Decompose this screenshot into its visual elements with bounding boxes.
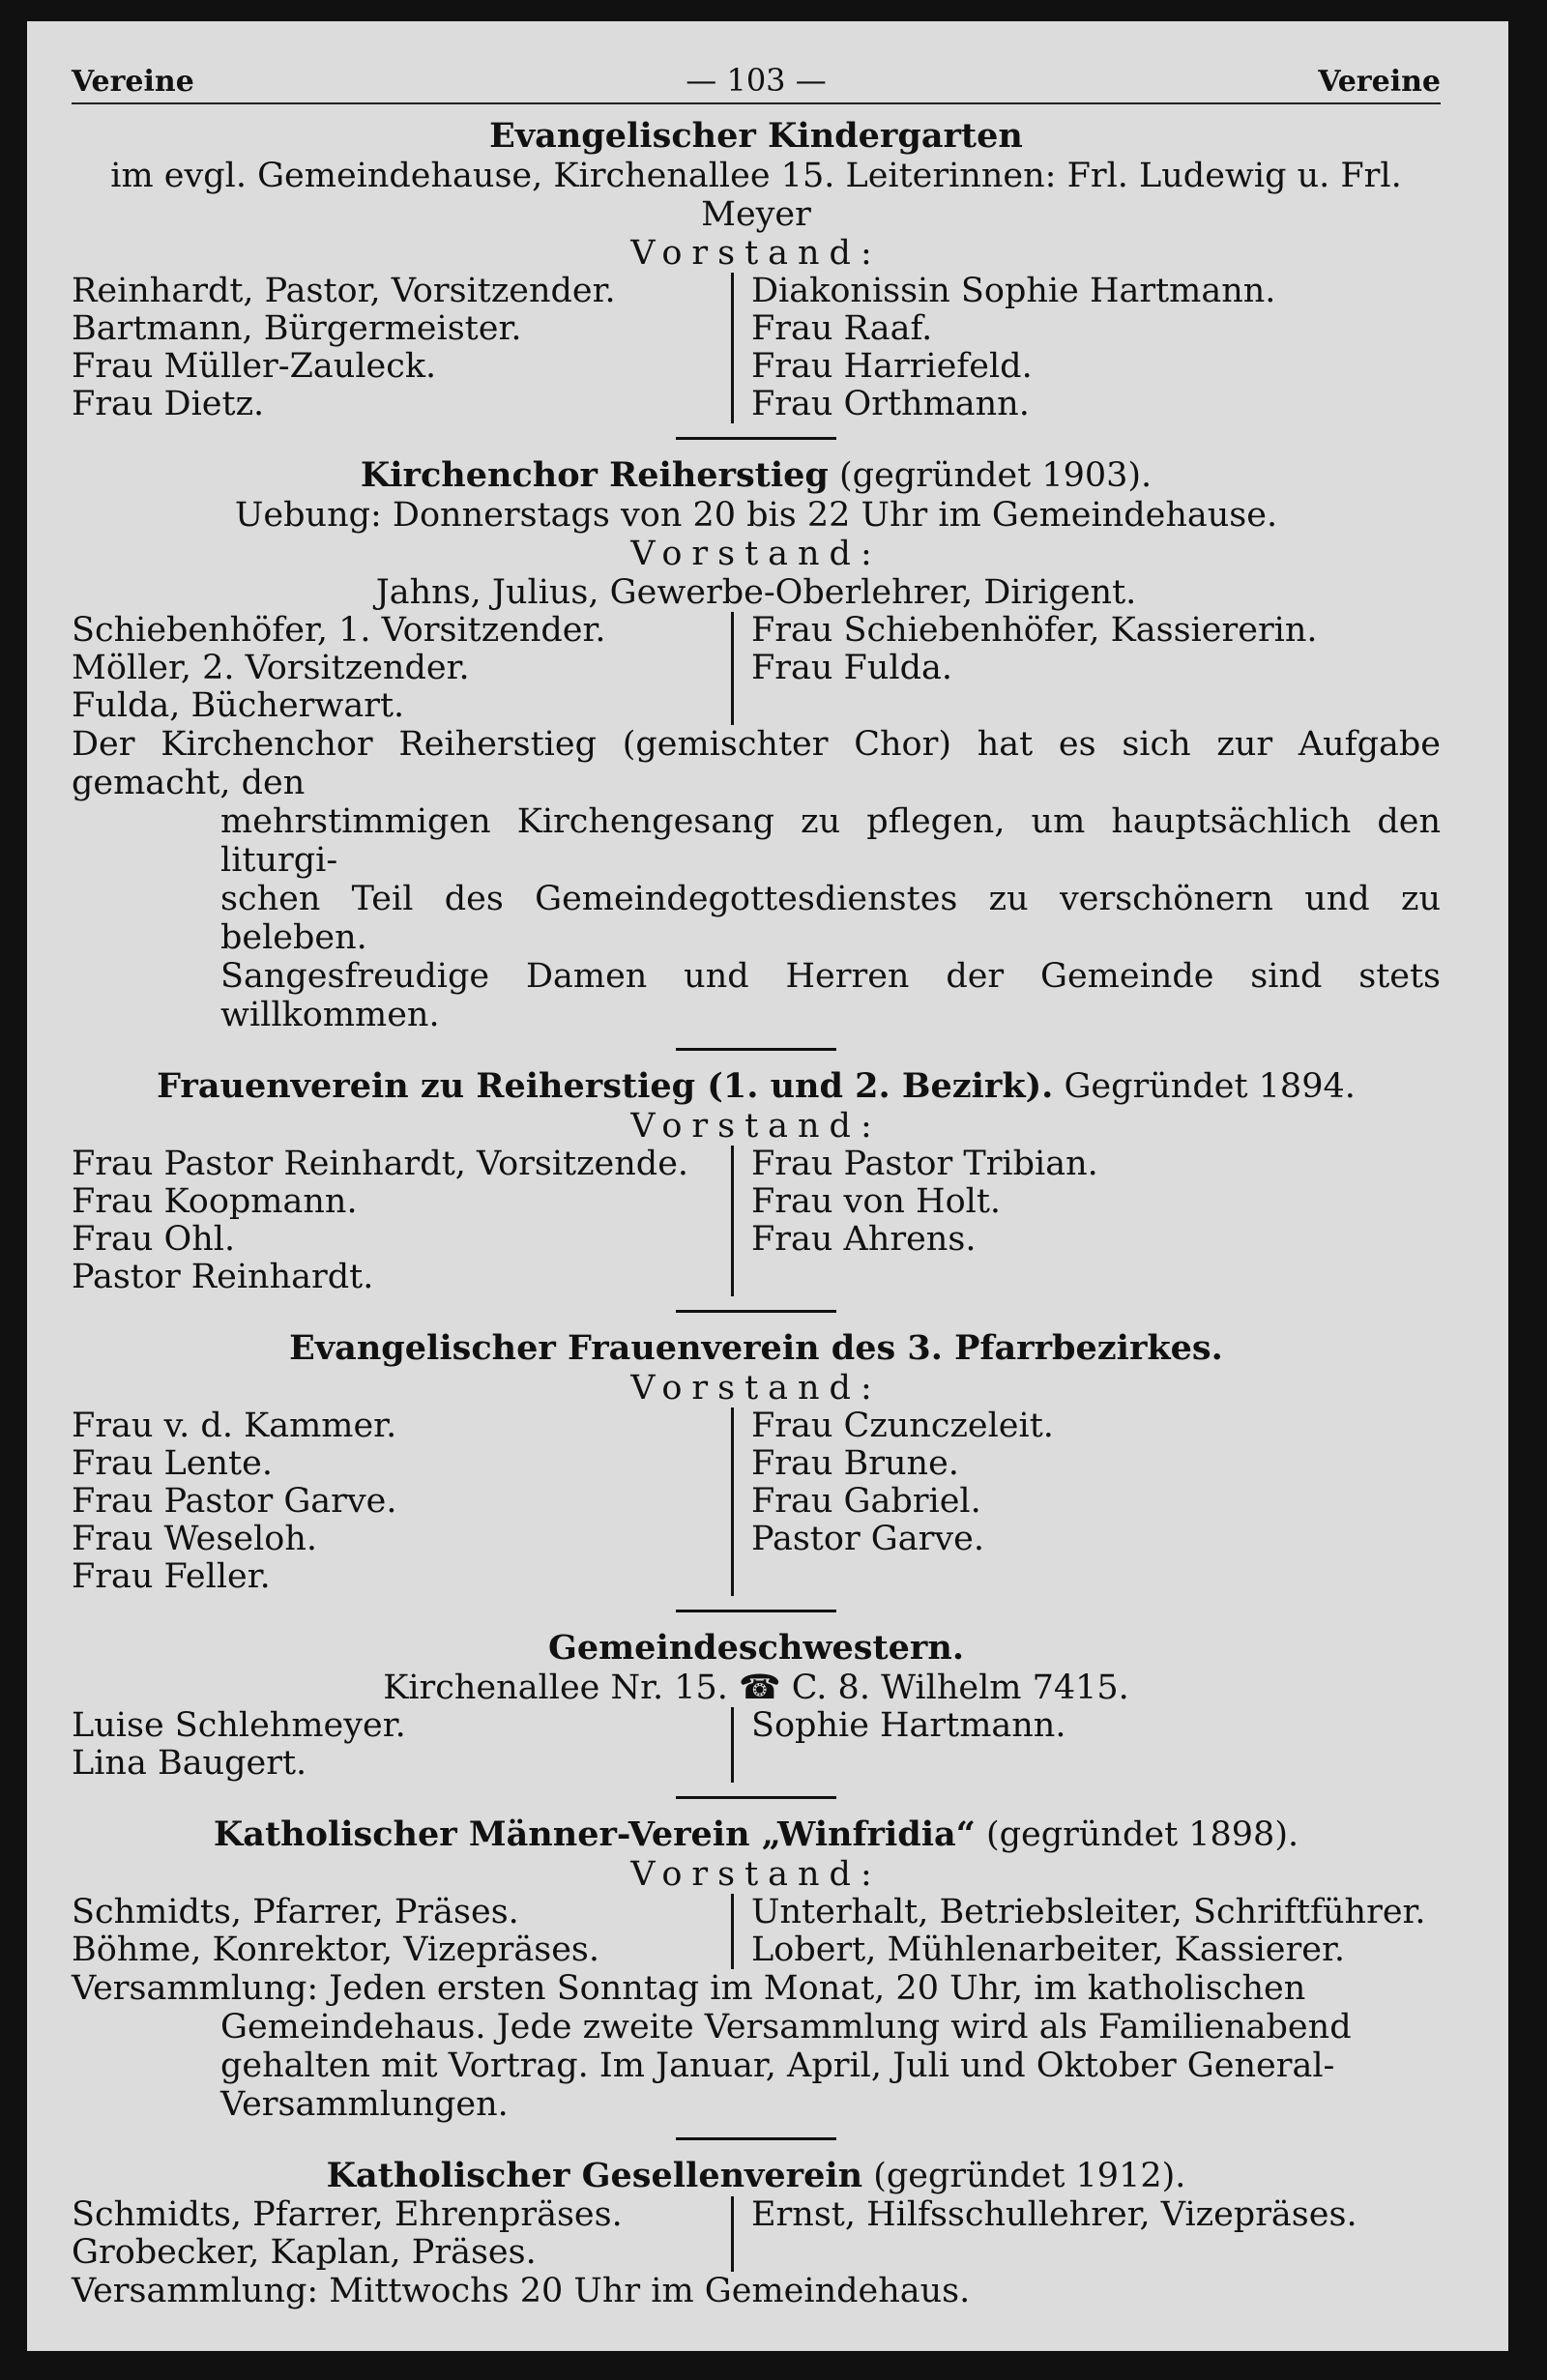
right-column: [731, 2196, 1441, 2272]
section-title: Katholischer Gesellenverein (gegründet 1912).: [326, 2156, 1186, 2195]
vorstand-heading: Vorstand:: [630, 1369, 882, 1408]
left-column: [72, 2196, 731, 2272]
member: Frau Ahrens.: [751, 1220, 977, 1259]
section-kirchenchor: [72, 455, 1441, 1034]
section-frauenverein-3: [72, 1328, 1441, 1596]
member-columns: [72, 273, 1441, 423]
header-left: Vereine: [72, 65, 194, 99]
vorstand-heading: Vorstand:: [630, 1855, 882, 1894]
section-divider: [676, 2137, 836, 2140]
member: Frau Fulda.: [751, 649, 952, 687]
member: Frau Pastor Tribian.: [751, 1145, 1098, 1183]
left-column: [72, 1894, 731, 1969]
director-line: Jahns, Julius, Gewerbe-Oberlehrer, Dirigent.: [375, 573, 1137, 612]
section-divider: [676, 1048, 836, 1051]
right-column: [731, 1894, 1441, 1969]
member: Sophie Hartmann.: [751, 1706, 1066, 1745]
member: Ernst, Hilfsschullehrer, Vizepräses.: [751, 2195, 1357, 2234]
section-maenner-verein: [72, 1814, 1441, 2124]
member-columns: [72, 1146, 1441, 1296]
right-column: [731, 1408, 1441, 1596]
vorstand-heading: Vorstand:: [630, 234, 882, 273]
member: Fulda, Bücherwart.: [72, 686, 405, 725]
right-column: [731, 1707, 1441, 1783]
section-frauenverein: [72, 1066, 1441, 1296]
section-title: Evangelischer Frauenverein des 3. Pfarrbezirkes.: [289, 1328, 1223, 1368]
description-paragraph: Der Kirchenchor Reiherstieg (gemischter Chor) hat es sich zur Aufgabe gemacht, den mehrstimmigen Kirchengesang zu pflegen, um hauptsächlich den liturgi- schen Teil des Gemeindegottesdienstes zu verschönern und zu beleben. Sangesfreudige Damen und Herren der Gemeinde sind stets willkommen.: [72, 725, 1441, 1034]
member: Frau Lente.: [72, 1444, 273, 1483]
left-column: [72, 612, 731, 725]
right-column: [731, 273, 1441, 423]
section-title: Kirchenchor Reiherstieg (gegründet 1903).: [360, 455, 1153, 495]
member: Pastor Reinhardt.: [72, 1258, 374, 1296]
section-title: Frauenverein zu Reiherstieg (1. und 2. Bezirk). Gegründet 1894.: [157, 1066, 1356, 1106]
member: Schmidts, Pfarrer, Ehrenpräses.: [72, 2195, 623, 2234]
member: Frau Orthmann.: [751, 385, 1030, 423]
member: Frau Harriefeld.: [751, 347, 1033, 386]
member: Reinhardt, Pastor, Vorsitzender.: [72, 272, 616, 310]
section-title: Gemeindeschwestern.: [547, 1628, 964, 1668]
section-title: Katholischer Männer-Verein „Winfridia“ (gegründet 1898).: [213, 1814, 1299, 1854]
vorstand-heading: Vorstand:: [630, 1107, 882, 1146]
section-kindergarten: [72, 116, 1441, 423]
left-column: [72, 1707, 731, 1783]
member: Schmidts, Pfarrer, Präses.: [72, 1893, 519, 1931]
member: Frau von Holt.: [751, 1182, 1002, 1221]
section-info: Kirchenallee Nr. 15. ☎ C. 8. Wilhelm 7415.: [383, 1669, 1129, 1707]
member: Luise Schlehmeyer.: [72, 1706, 406, 1745]
member: Frau Weseloh.: [72, 1520, 317, 1558]
right-column: [731, 1146, 1441, 1296]
section-gesellenverein: [72, 2156, 1441, 2310]
member-columns: [72, 1707, 1441, 1783]
member: Pastor Garve.: [751, 1520, 984, 1558]
member: Frau Ohl.: [72, 1220, 236, 1259]
vorstand-heading: Vorstand:: [630, 535, 882, 573]
member: Frau Gabriel.: [751, 1482, 981, 1521]
left-column: [72, 273, 731, 423]
member: Frau Dietz.: [72, 385, 265, 423]
member: Möller, 2. Vorsitzender.: [72, 649, 470, 687]
page-number: — 103 —: [686, 62, 827, 99]
member: Grobecker, Kaplan, Präses.: [72, 2233, 537, 2272]
meeting-info: Versammlung: Jeden ersten Sonntag im Monat, 20 Uhr, im katholischen Gemeindehaus. Jede zweite Versammlung wird als Familienabend gehalten mit Vortrag. Im Januar, April, Juli und Oktober General- Versammlungen.: [72, 1969, 1352, 2124]
section-divider: [676, 1796, 836, 1799]
section-gemeindeschwestern: [72, 1628, 1441, 1783]
meeting-info: Versammlung: Mittwochs 20 Uhr im Gemeindehaus.: [72, 2272, 971, 2310]
member: Frau Feller.: [72, 1557, 271, 1596]
member: Schiebenhöfer, 1. Vorsitzender.: [72, 611, 606, 650]
member: Frau Koopmann.: [72, 1182, 358, 1221]
member: Frau Schiebenhöfer, Kassiererin.: [751, 611, 1318, 650]
left-column: [72, 1408, 731, 1596]
member: Frau Pastor Garve.: [72, 1482, 397, 1521]
member: Bartmann, Bürgermeister.: [72, 309, 522, 348]
section-title: Evangelischer Kindergarten: [489, 116, 1023, 156]
member: Frau v. d. Kammer.: [72, 1407, 397, 1445]
member: Lina Baugert.: [72, 1744, 307, 1783]
right-column: [731, 612, 1441, 725]
left-column: [72, 1146, 731, 1296]
member: Böhme, Konrektor, Vizepräses.: [72, 1930, 600, 1969]
member: Diakonissin Sophie Hartmann.: [751, 272, 1276, 310]
section-divider: [676, 1610, 836, 1612]
section-divider: [676, 1310, 836, 1313]
member: Frau Czunczeleit.: [751, 1407, 1054, 1445]
member: Frau Müller-Zauleck.: [72, 347, 437, 386]
member: Frau Pastor Reinhardt, Vorsitzende.: [72, 1145, 689, 1183]
page-header: [72, 62, 1441, 104]
member: Unterhalt, Betriebsleiter, Schriftführer.: [751, 1893, 1426, 1931]
section-divider: [676, 437, 836, 440]
member-columns: [72, 1408, 1441, 1596]
header-right: Vereine: [1318, 65, 1441, 99]
member: Lobert, Mühlenarbeiter, Kassierer.: [751, 1930, 1345, 1969]
member-columns: [72, 612, 1441, 725]
document-page: [27, 21, 1508, 2351]
section-info: im evgl. Gemeindehause, Kirchenallee 15. Leiterinnen: Frl. Ludewig u. Frl. Meyer: [110, 157, 1402, 234]
member: Frau Brune.: [751, 1444, 959, 1483]
section-info: Uebung: Donnerstags von 20 bis 22 Uhr im Gemeindehause.: [234, 496, 1278, 535]
member-columns: [72, 1894, 1441, 1969]
member-columns: [72, 2196, 1441, 2272]
member: Frau Raaf.: [751, 309, 933, 348]
